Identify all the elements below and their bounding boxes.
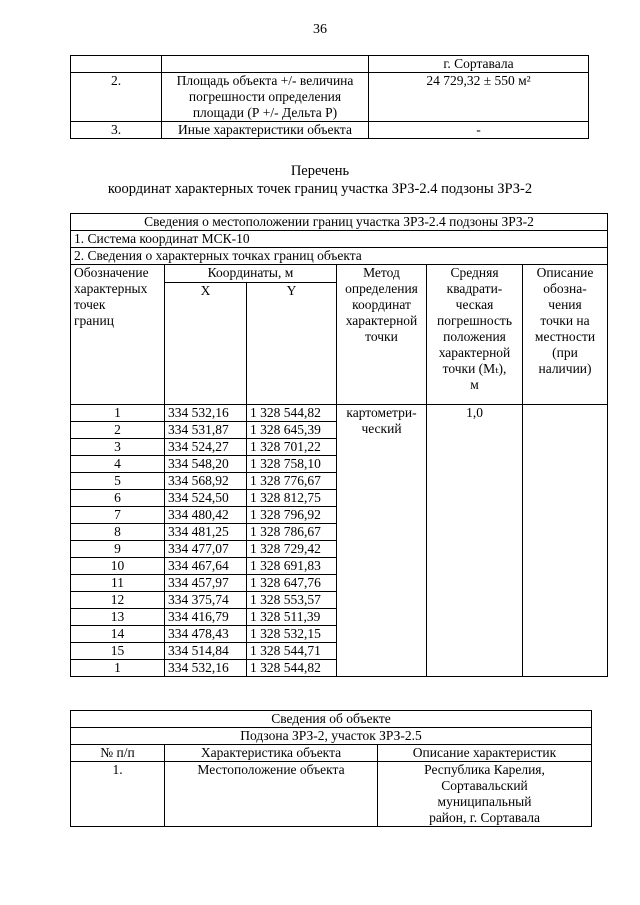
point-number: 5 — [71, 473, 165, 490]
characteristic-char: Площадь объекта +/- величина погрешности определения площади (Р +/- Дельта Р) — [162, 73, 369, 122]
coord-y: 1 328 812,75 — [247, 490, 337, 507]
coord-y: 1 328 701,22 — [247, 439, 337, 456]
coord-system-row — [71, 231, 608, 248]
coord-x: 334 375,74 — [165, 592, 247, 609]
coord-x: 334 531,87 — [165, 422, 247, 439]
coord-y: 1 328 647,76 — [247, 575, 337, 592]
object-col-desc: Описание характеристик — [378, 745, 592, 762]
object-row — [71, 762, 592, 827]
object-subheader-row — [71, 728, 592, 745]
point-number: 1 — [71, 660, 165, 677]
coord-y: 1 328 796,92 — [247, 507, 337, 524]
coord-y: 1 328 544,82 — [247, 660, 337, 677]
characteristic-desc: 24 729,32 ± 550 м² — [369, 73, 589, 122]
coord-x: 334 416,79 — [165, 609, 247, 626]
coord-x: 334 478,43 — [165, 626, 247, 643]
characteristic-char — [162, 56, 369, 73]
object-characteristic-row — [71, 73, 589, 122]
point-number: 9 — [71, 541, 165, 558]
list-title-line2: координат характерных точек границ участка ЗРЗ-2.4 подзоны ЗРЗ-2 — [107, 181, 533, 197]
coord-y: 1 328 691,83 — [247, 558, 337, 575]
object-row-desc: Республика Карелия, Сортавальский муниципальный район, г. Сортавала — [378, 762, 592, 827]
coord-x: 334 481,25 — [165, 524, 247, 541]
coord-x: 334 467,64 — [165, 558, 247, 575]
characteristic-num — [71, 56, 162, 73]
coord-x: 334 532,16 — [165, 660, 247, 677]
object-columns-row — [71, 745, 592, 762]
characteristic-desc: г. Сортавала — [369, 56, 589, 73]
point-number: 14 — [71, 626, 165, 643]
point-number: 13 — [71, 609, 165, 626]
coord-y: 1 328 553,57 — [247, 592, 337, 609]
coord-table-header: Сведения о местоположении границ участка ЗРЗ-2.4 подзоны ЗРЗ-2 — [71, 214, 608, 231]
coord-columns-row — [71, 265, 608, 283]
col-error-header: Средняя квадрати- ческая погрешность положения характерной точки (Mₜ), м — [427, 265, 523, 405]
point-number: 10 — [71, 558, 165, 575]
point-number: 12 — [71, 592, 165, 609]
coord-y: 1 328 729,42 — [247, 541, 337, 558]
col-point-header: Обозначение характерных точек границ — [71, 265, 165, 405]
coord-x: 334 514,84 — [165, 643, 247, 660]
coord-x: 334 524,27 — [165, 439, 247, 456]
point-number: 2 — [71, 422, 165, 439]
characteristic-char: Иные характеристики объекта — [162, 122, 369, 139]
coord-section: 2. Сведения о характерных точках границ объекта — [71, 248, 608, 265]
point-number: 6 — [71, 490, 165, 507]
error-value: 1,0 — [427, 405, 523, 677]
coord-system: 1. Система координат МСК-10 — [71, 231, 608, 248]
coord-section-row — [71, 248, 608, 265]
characteristic-desc: - — [369, 122, 589, 139]
point-description — [523, 405, 608, 677]
object-row-char: Местоположение объекта — [165, 762, 378, 827]
coord-x: 334 532,16 — [165, 405, 247, 422]
object-characteristics-table — [70, 55, 589, 139]
coord-x: 334 477,07 — [165, 541, 247, 558]
coord-y: 1 328 511,39 — [247, 609, 337, 626]
object-info-table — [70, 710, 592, 827]
coord-y: 1 328 776,67 — [247, 473, 337, 490]
point-number: 15 — [71, 643, 165, 660]
list-title — [0, 162, 640, 198]
coord-y: 1 328 645,39 — [247, 422, 337, 439]
col-coords-header: Координаты, м — [165, 265, 337, 283]
page-number: 36 — [313, 22, 327, 37]
col-y-header: Y — [247, 283, 337, 405]
point-number: 7 — [71, 507, 165, 524]
coordinates-table — [70, 213, 608, 677]
coord-y: 1 328 786,67 — [247, 524, 337, 541]
coord-y: 1 328 544,82 — [247, 405, 337, 422]
object-col-num: № п/п — [71, 745, 165, 762]
coord-y: 1 328 544,71 — [247, 643, 337, 660]
coord-x: 334 524,50 — [165, 490, 247, 507]
coord-y: 1 328 532,15 — [247, 626, 337, 643]
point-number: 4 — [71, 456, 165, 473]
characteristic-num: 3. — [71, 122, 162, 139]
point-number: 11 — [71, 575, 165, 592]
col-desc-header: Описание обозна- чения точки на местности (при наличии) — [523, 265, 608, 405]
col-method-header: Метод определения координат характерной точки — [337, 265, 427, 405]
method-value: картометри- ческий — [337, 405, 427, 677]
object-subheader: Подзона ЗРЗ-2, участок ЗРЗ-2.5 — [71, 728, 592, 745]
object-characteristic-row — [71, 122, 589, 139]
object-header-row — [71, 711, 592, 728]
object-characteristic-row — [71, 56, 589, 73]
coord-x: 334 568,92 — [165, 473, 247, 490]
object-header: Сведения об объекте — [71, 711, 592, 728]
coord-x: 334 548,20 — [165, 456, 247, 473]
coord-table-header-row — [71, 214, 608, 231]
coord-x: 334 457,97 — [165, 575, 247, 592]
point-number: 8 — [71, 524, 165, 541]
point-number: 3 — [71, 439, 165, 456]
characteristic-num: 2. — [71, 73, 162, 122]
col-x-header: X — [165, 283, 247, 405]
coord-row — [71, 405, 608, 422]
list-title-line1: Перечень — [290, 163, 350, 179]
point-number: 1 — [71, 405, 165, 422]
object-row-num: 1. — [71, 762, 165, 827]
coord-y: 1 328 758,10 — [247, 456, 337, 473]
object-col-char: Характеристика объекта — [165, 745, 378, 762]
coord-x: 334 480,42 — [165, 507, 247, 524]
